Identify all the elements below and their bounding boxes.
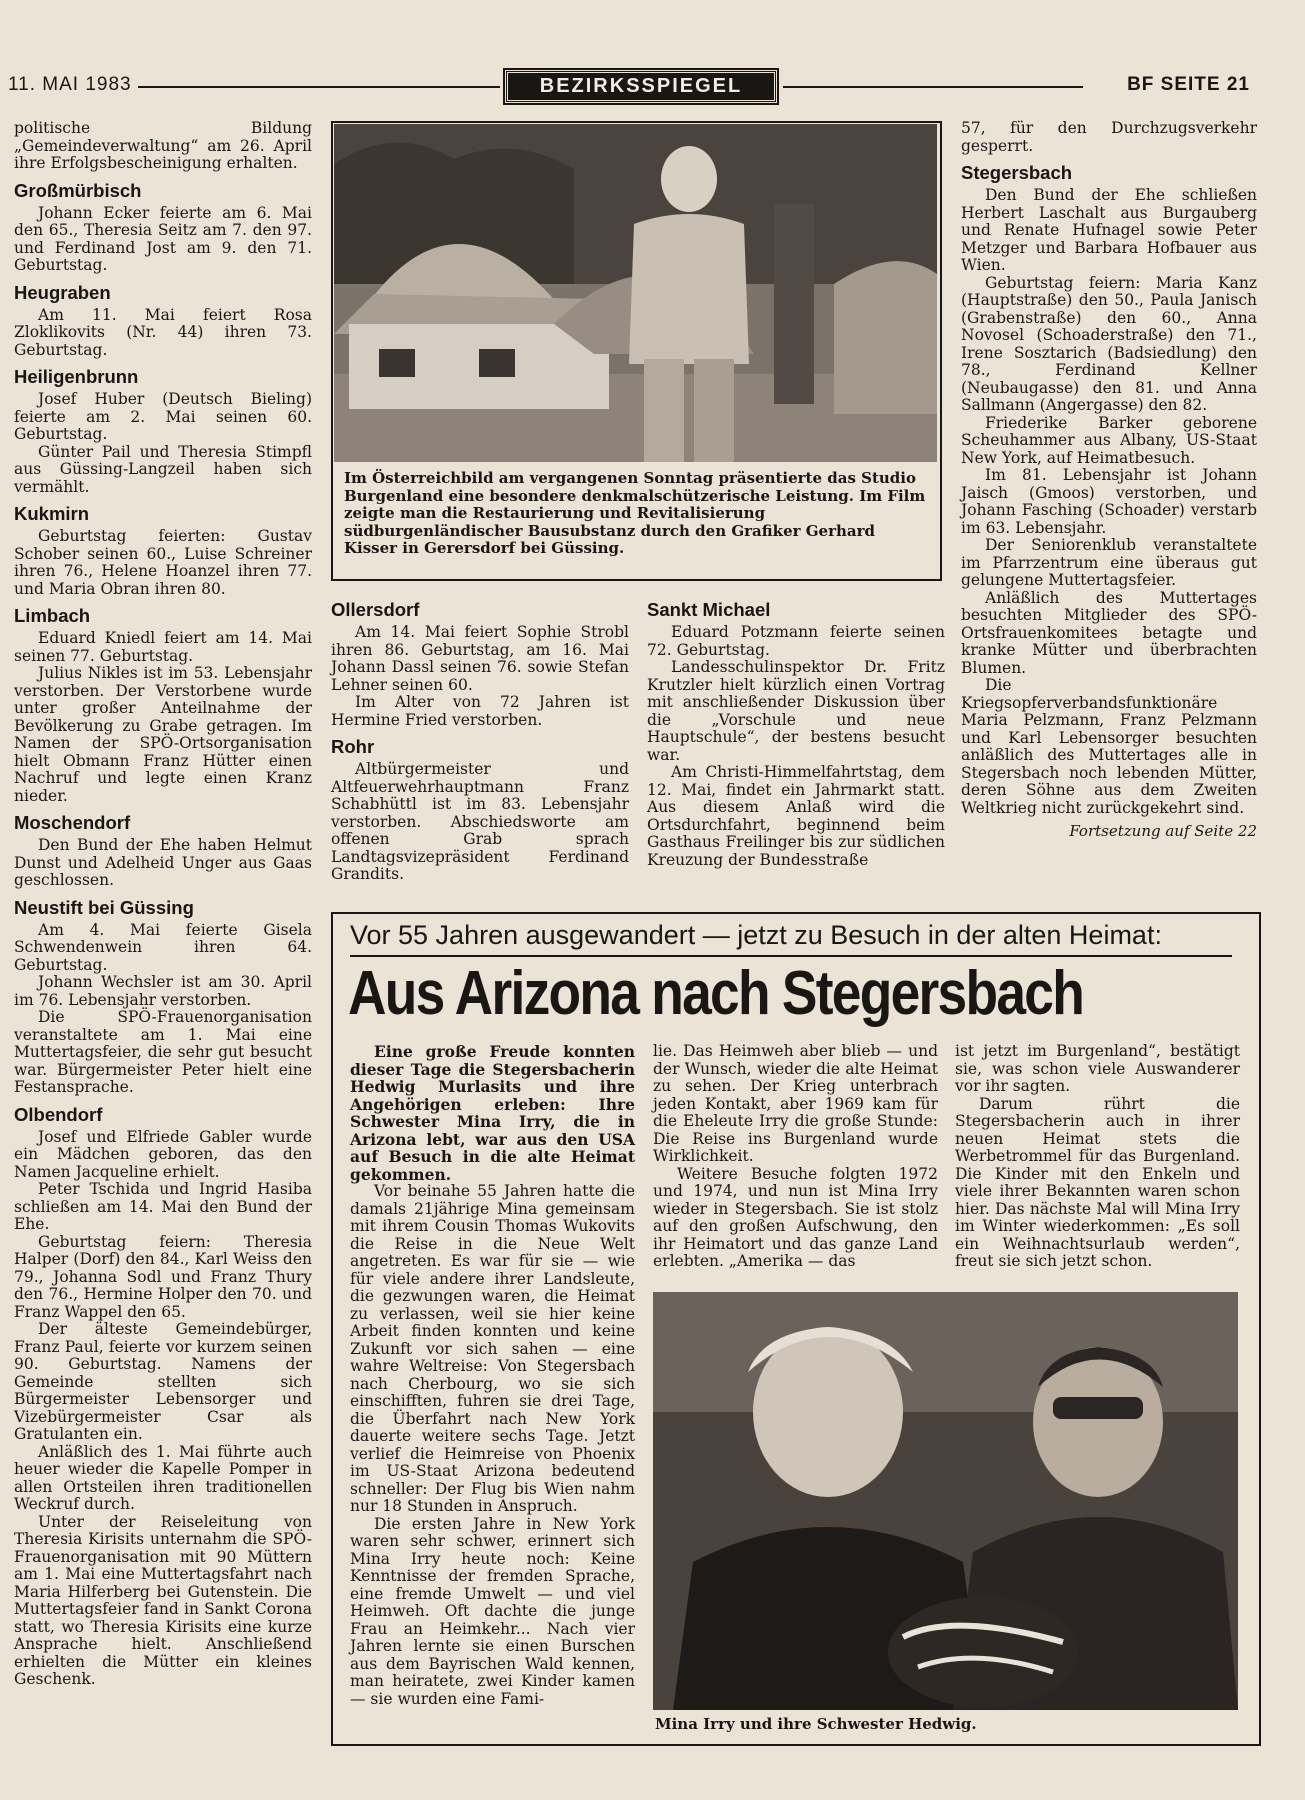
paragraph: Vor beinahe 55 Jahren hatte die damals 21jährige Mina gemeinsam mit ihrem Cousin Thomas Wukovits die Reise in die Neue Welt angetreten. Es war für sie — wie für viele andere ihrer Landsleute, die gezwungen waren, die Heimat zu verlassen, weil sie hier keine Arbeit finden konnten und keine Zukunft vor sich sahen — eine wahre Weltreise: Von Stegersbach nach Cherbourg, wo sie sich einschifften, fuhren sie drei Tage, die Überfahrt nach New York dauerte weitere sechs Tage. Jetzt verlief die Heimreise von Phoenix im US-Staat Arizona bedeutend schneller: Der Flug bis Wien nahm nur 18 Stunden in Anspruch.	[350, 1182, 635, 1515]
paragraph: Darum rührt die Stegersbacherin auch in ihrer neuen Heimat stets die Werbetrommel für das Burgenland. Die Kinder mit den Enkeln und viele ihrer Bekannten waren schon hier. Das nächste Mal will Mina Irry im Winter wiederkommen: „Es soll ein Weihnachtsurlaub werden“, freut sie sich jetzt schon.	[955, 1094, 1240, 1270]
paragraph: Anläßlich des 1. Mai führte auch heuer wieder die Kapelle Pomper in allen Ortsteilen ihren traditionellen Weckruf durch.	[14, 1442, 312, 1513]
heading-grossmuerbisch: Großmürbisch	[14, 179, 142, 201]
paragraph: Friederike Barker geborene Scheuhammer aus Albany, US-Staat New York, auf Heimatbesuch.	[961, 413, 1257, 467]
paragraph: Die ersten Jahre in New York waren sehr schwer, erinnert sich Mina Irry heute noch: Keine Kenntnisse der fremden Sprache, eine fremde Umwelt — und viel Heimweh. Oft dachte die junge Frau an Heimkehr... Nach vier Jahren lernte sie einen Burschen aus dem Bayrischen Wald kennen, man heiratete, zwei Kinder kamen — sie wurden eine Fami-	[350, 1514, 635, 1708]
heading-limbach: Limbach	[14, 605, 91, 626]
heading-stegersbach: Stegersbach	[961, 162, 1073, 183]
paragraph: Johann Ecker feierte am 6. Mai den 65., Theresia Seitz am 7. den 97. und Ferdinand Jost am 9. den 71. Geburtstag.	[14, 203, 312, 274]
paragraph: Am 11. Mai feiert Rosa Zloklikovits (Nr. 44) ihren 73. Geburtstag.	[14, 305, 312, 359]
sisters-photo-caption: Mina Irry und ihre Schwester Hedwig.	[655, 1715, 977, 1733]
article-headline: Aus Arizona nach Stegersbach	[348, 959, 1084, 1028]
paragraph: Peter Tschida und Ingrid Hasiba schließen am 14. Mai den Bund der Ehe.	[14, 1180, 312, 1233]
paragraph: Josef Huber (Deutsch Bieling) feierte am 2. Mai seinen 60. Geburtstag.	[14, 390, 312, 443]
paragraph: Am 4. Mai feierte Gisela Schwendenwein ihren 64. Geburtstag.	[14, 920, 312, 974]
heading-heugraben: Heugraben	[14, 281, 111, 303]
col1-intro: politische Bildung „Gemeindeverwaltung“ am 26. April ihre Erfolgsbescheinigung erhalten.	[14, 119, 312, 172]
paragraph: Geburtstag feierten: Gustav Schober seinen 60., Luise Schreiner ihren 76., Helene Hoanzel ihren 77. und Maria Obran ihren 80.	[14, 527, 312, 598]
heading-ollersdorf: Ollersdorf	[331, 599, 420, 620]
paragraph: Den Bund der Ehe schließen Herbert Laschalt aus Burgauberg und Renate Hufnagel sowie Peter Metzger und Barbara Hofbauer aus Wien.	[961, 186, 1257, 274]
paragraph: Im Alter von 72 Jahren ist Hermine Fried verstorben.	[331, 693, 629, 729]
heading-heiligenbrunn: Heiligenbrunn	[14, 366, 139, 387]
paragraph: Eduard Potzmann feierte seinen 72. Geburtstag.	[647, 623, 945, 659]
sisters-photo	[653, 1292, 1238, 1710]
article-lead: Eine große Freude konnten dieser Tage die Stegersbacherin Hedwig Murlasits und ihre Angehörigen erleben: Ihre Schwester Mina Irry, die in Arizona lebt, war aus den USA auf Besuch in die alte Heimat gekommen.	[350, 1042, 635, 1184]
paragraph: lie. Das Heimweh aber blieb — und der Wunsch, wieder die alte Heimat zu sehen. Der Krieg unterbrach jeden Kontakt, aber 1969 kam für die Eheleute Irry die große Stunde: Die Reise ins Burgenland wurde Wirklichkeit.	[653, 1042, 938, 1165]
paragraph: Im 81. Lebensjahr ist Johann Jaisch (Gmoos) verstorben, und Johann Fasching (Schoader) verstarb im 63. Lebensjahr.	[961, 466, 1257, 537]
paragraph: Unter der Reiseleitung von Theresia Kirisits unternahm die SPÖ-Frauenorganisation mit 90 Müttern am 1. Mai eine Muttertagsfahrt nach Maria Hilferberg bei Gutenstein. Die Muttertagsfeier fand in Sankt Corona statt, wo Theresia Kirisits eine kurze Ansprache hielt. Anschließend erhielten die Mütter ein kleines Geschenk.	[14, 1512, 312, 1688]
article-kicker: Vor 55 Jahren ausgewandert — jetzt zu Besuch in der alten Heimat:	[350, 920, 1162, 950]
paragraph: ist jetzt im Burgenland“, bestätigt sie, was schon viele Auswanderer vor ihr sagten.	[955, 1042, 1240, 1095]
paragraph: Am 14. Mai feiert Sophie Strobl ihren 86. Geburtstag, am 16. Mai Johann Dassl seinen 76. sowie Stefan Lehner seinen 60.	[331, 623, 629, 694]
header-rule-left	[138, 86, 500, 88]
heading-sankt-michael: Sankt Michael	[647, 599, 771, 620]
paragraph: Günter Pail und Theresia Stimpfl aus Güssing-Langzeil haben sich vermählt.	[14, 442, 312, 496]
paragraph: Die SPÖ-Frauenorganisation veranstaltete am 1. Mai eine Muttertagsfeier, die sehr gut besucht war. Bürgermeister Peter hielt eine Festansprache.	[14, 1008, 312, 1096]
paragraph: Geburtstag feiern: Maria Kanz (Hauptstraße) den 50., Paula Janisch (Grabenstraße) den 60., Anna Novosel (Schoaderstraße) den 71., Irene Sosztarich (Badsiedlung) den 78., Ferdinand Kellner (Neubaugasse) den 81. und Anna Sallmann (Angergasse) den 82.	[961, 273, 1257, 414]
paragraph: Landesschulinspektor Dr. Fritz Krutzler hielt kürzlich einen Vortrag mit anschließender Diskussion über die „Vorschule und neue Hauptschule“, der bestens besucht war.	[647, 658, 945, 764]
paragraph: Der Seniorenklub veranstaltete im Pfarrzentrum eine überaus gut gelungene Muttertagsfeier.	[961, 536, 1257, 589]
photo-caption: Im Österreichbild am vergangenen Sonntag präsentierte das Studio Burgenland eine besondere denkmalschützerische Leistung. Im Film zeigte man die Restaurierung und Revitalisierung südburgenländischer Bausubstanz durch den Grafiker Gerhard Kisser in Gerersdorf bei Güssing.	[344, 469, 926, 557]
paragraph: Altbürgermeister und Altfeuerwehrhauptmann Franz Schabhüttl ist im 83. Lebensjahr verstorben. Abschiedsworte am offenen Grab sprach Landtagsvizepräsident Ferdinand Grandits.	[331, 760, 629, 883]
kicker-underline	[350, 955, 1232, 957]
column-1	[14, 120, 312, 1689]
article-column-3	[955, 1043, 1240, 1271]
paragraph: Eduard Kniedl feiert am 14. Mai seinen 77. Geburtstag.	[14, 629, 312, 665]
heading-rohr: Rohr	[331, 736, 375, 757]
article-column-2	[653, 1043, 938, 1271]
paragraph: Weitere Besuche folgten 1972 und 1974, und nun ist Mina Irry wieder in Stegersbach. Sie ist stolz auf den großen Aufschwung, den ihr Heimatort und das ganze Land erlebten. „Amerika — das	[653, 1164, 938, 1270]
column-4	[961, 120, 1257, 841]
thatched-house-photo	[334, 124, 937, 462]
column-2	[331, 600, 629, 884]
heading-neustift: Neustift bei Güssing	[14, 896, 194, 918]
column-3	[647, 600, 945, 869]
paragraph: Josef und Elfriede Gabler wurde ein Mädchen geboren, das den Namen Jacqueline erhielt.	[14, 1127, 312, 1181]
paragraph: Der älteste Gemeindebürger, Franz Paul, feierte vor kurzem seinen 90. Geburtstag. Namens der Gemeinde stellten sich Bürgermeister Lebensorger und Vizebürgermeister Csar als Gratulanten ein.	[14, 1320, 312, 1443]
article-column-1	[350, 1043, 635, 1708]
col4-intro: 57, für den Durchzugsverkehr gesperrt.	[961, 119, 1257, 155]
continued-note: Fortsetzung auf Seite 22	[1069, 822, 1257, 840]
heading-moschendorf: Moschendorf	[14, 812, 131, 833]
heading-kukmirn: Kukmirn	[14, 503, 90, 524]
paragraph: Anläßlich des Muttertages besuchten Mitglieder des SPÖ-Ortsfrauenkomitees betagte und kranke Mütter und überbrachten Blumen.	[961, 588, 1257, 677]
heading-olbendorf: Olbendorf	[14, 1103, 103, 1125]
paragraph: Johann Wechsler ist am 30. April im 76. Lebensjahr verstorben.	[14, 973, 312, 1009]
paragraph: Geburtstag feiern: Theresia Halper (Dorf) den 84., Karl Weiss den 79., Johanna Sodl und Franz Thury den 76., Hermine Holper den 70. und Franz Wappel den 65.	[14, 1232, 312, 1321]
issue-date: 11. MAI 1983	[8, 74, 132, 95]
paragraph: Julius Nikles ist im 53. Lebensjahr verstorben. Der Verstorbene wurde unter großer Anteilnahme der Bevölkerung zu Grabe getragen. Im Namen der SPÖ-Ortsorganisation hielt Obmann Franz Hütter einen Nachruf und legte einen Kranz nieder.	[14, 664, 312, 805]
paragraph: Den Bund der Ehe haben Helmut Dunst und Adelheid Unger aus Gaas geschlossen.	[14, 836, 312, 889]
paragraph: Die Kriegsopferverbandsfunktionäre Maria Pelzmann, Franz Pelzmann und Karl Lebensorger besuchten anläßlich des Muttertages alle in Stegersbach noch lebenden Mütter, deren Söhne aus dem Zweiten Weltkrieg nicht zurückgekehrt sind.	[961, 676, 1257, 817]
page-number: BF SEITE 21	[1127, 74, 1250, 95]
header-rule-right	[783, 86, 1083, 88]
section-banner: BEZIRKSSPIEGEL	[505, 70, 777, 103]
paragraph: Am Christi-Himmelfahrtstag, dem 12. Mai, findet ein Jahrmarkt statt. Aus diesem Anlaß wird die Ortsdurchfahrt, beginnend beim Gasthaus Freilinger bis zur südlichen Kreuzung der Bundesstraße	[647, 763, 945, 869]
